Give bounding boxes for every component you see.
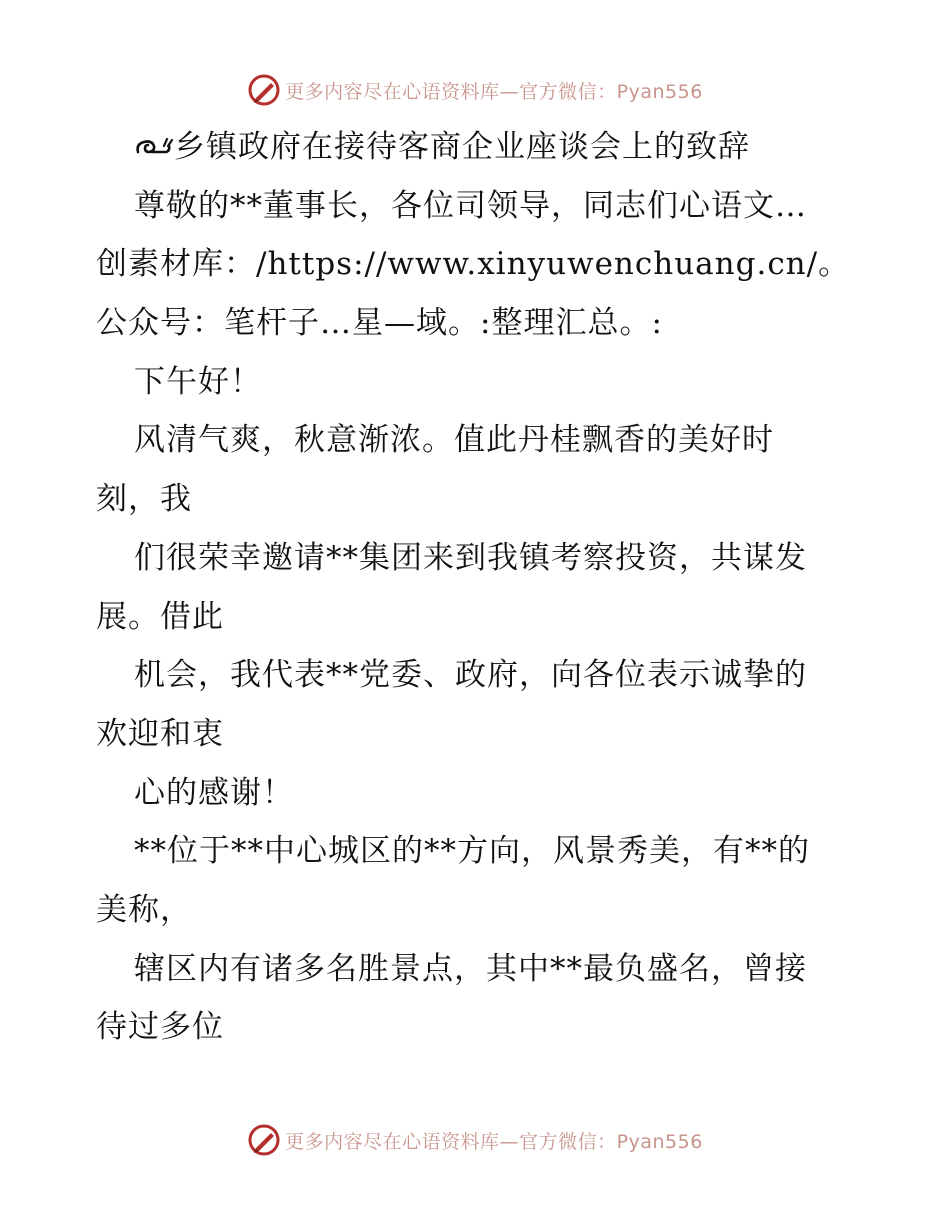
document-title-text: 乡镇政府在接待客商企业座谈会上的致辞 — [174, 129, 750, 165]
document-body — [96, 118, 856, 1057]
snail-icon — [134, 130, 174, 160]
footer-banner — [0, 1120, 950, 1160]
paragraph-line: 辖区内有诸多名胜景点，其中**最负盛名，曾接 — [134, 950, 807, 987]
paragraph-line: 刻，我 — [96, 481, 192, 518]
paragraph-line: 风清气爽，秋意渐浓。值此丹桂飘香的美好时 — [134, 422, 774, 459]
paragraph-line: **位于**中心城区的**方向，风景秀美，有**的 — [134, 833, 810, 870]
paragraph-line: 创素材库：/https://www.xinyuwenchuang.cn/。 — [96, 246, 851, 283]
paragraph-line: 美称， — [96, 891, 192, 928]
pen-logo-icon — [247, 73, 281, 107]
paragraph-line: 尊敬的**董事长，各位司领导，同志们心语文… — [134, 187, 807, 224]
header-banner — [0, 70, 950, 110]
paragraph-line: 下午好！ — [134, 363, 262, 400]
header-banner-text: 更多内容尽在心语资料库—官方微信：Pyan556 — [285, 80, 703, 103]
paragraph-line: 心的感谢！ — [134, 774, 294, 811]
footer-banner-text: 更多内容尽在心语资料库—官方微信：Pyan556 — [285, 1130, 703, 1153]
pen-logo-icon — [247, 1123, 281, 1157]
paragraph-line: 机会，我代表**党委、政府，向各位表示诚挚的 — [134, 657, 807, 694]
paragraph-line: 待过多位 — [96, 1009, 224, 1046]
paragraph-line: 展。借此 — [96, 598, 224, 635]
document-title — [96, 118, 856, 177]
paragraph-line: 公众号：笔杆子…星—域。:整理汇总。: — [96, 305, 663, 342]
paragraph-line: 们很荣幸邀请**集团来到我镇考察投资，共谋发 — [134, 539, 807, 576]
paragraph-line: 欢迎和衷 — [96, 715, 224, 752]
